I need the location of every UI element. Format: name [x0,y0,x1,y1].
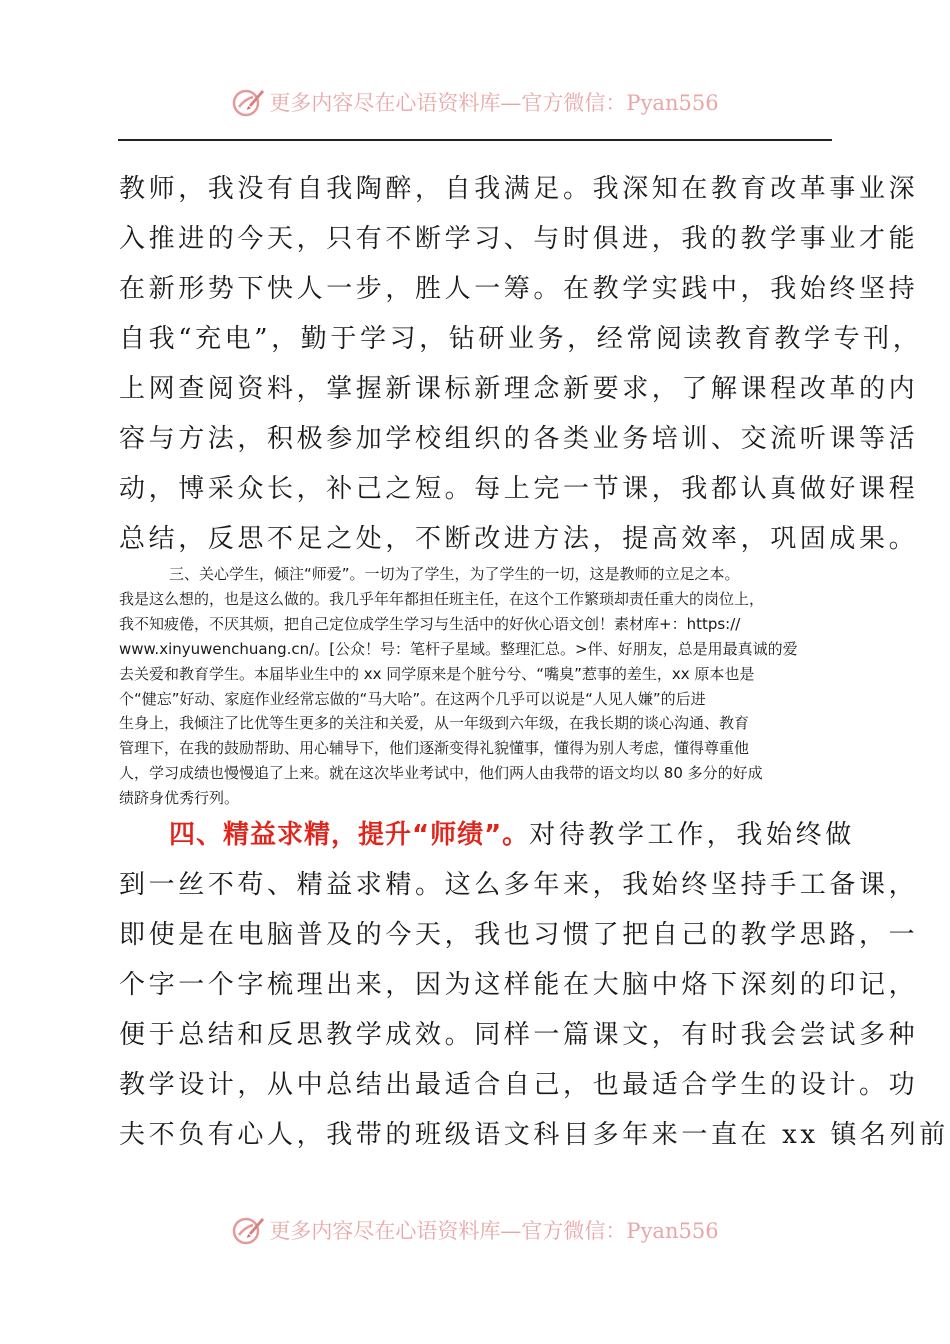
text-line: 容与方法，积极参加学校组织的各类业务培训、交流听课等活 [119,424,919,454]
text-line: 便于总结和反思教学成效。同样一篇课文，有时我会尝试多种 [119,1020,919,1050]
text-line: 我是这么想的，也是这么做的。我几乎年年都担任班主任，在这个工作繁琐却责任重大的岗位上， [119,589,765,608]
text-line: 管理下，在我的鼓励帮助、用心辅导下，他们逐渐变得礼貌懂事，懂得为别人考虑，懂得尊重他 [119,739,750,758]
text-line: 教学设计，从中总结出最适合自己，也最适合学生的设计。功 [119,1070,919,1100]
body-paragraph-2 [119,562,835,811]
text-line: 即使是在电脑普及的今天，我也习惯了把自己的教学思路，一 [119,920,919,950]
text-line: 自我“充电”，勤于学习，钻研业务，经常阅读教育教学专刊， [119,324,923,354]
body-paragraph-3 [119,810,949,1160]
text-line: 入推进的今天，只有不断学习、与时俱进，我的教学事业才能 [119,224,919,254]
header-divider [118,139,832,141]
text-line: 到一丝不苟、精益求精。这么多年来，我始终坚持手工备课， [119,870,919,900]
heading-line-rest: 对待教学工作，我始终做 [529,820,855,850]
pen-logo-icon [231,85,265,119]
text-line: 三、关心学生，倾注“师爱”。一切为了学生，为了学生的一切，这是教师的立足之本。 [169,565,740,583]
footer-banner-text: 更多内容尽在心语资料库—官方微信：Pyan556 [269,1219,719,1243]
text-line: 生身上，我倾注了比优等生更多的关注和关爱，从一年级到六年级，在我长期的谈心沟通、教育 [119,714,750,733]
text-line: 夫不负有心人，我带的班级语文科目多年来一直在 xx 镇名列前 [119,1120,949,1150]
header-banner [0,82,950,122]
text-line: 在新形势下快人一步，胜人一筹。在教学实践中，我始终坚持 [119,274,919,304]
text-line: 去关爱和教育学生。本届毕业生中的 xx 同学原来是个脏兮兮、“嘴臭”惹事的差生，xx 原本也是 [119,664,755,683]
header-banner-text: 更多内容尽在心语资料库—官方微信：Pyan556 [269,91,719,115]
text-line [119,810,855,860]
section-heading: 四、精益求精，提升“师绩”。 [169,820,530,850]
text-line: 动，博采众长，补己之短。每上完一节课，我都认真做好课程 [119,474,919,504]
text-line: 总结，反思不足之处，不断改进方法，提高效率，巩固成果。 [119,524,919,554]
pen-logo-icon [231,1213,265,1247]
text-line: 个字一个字梳理出来，因为这样能在大脑中烙下深刻的印记， [119,970,919,1000]
text-line: 个“健忘”好动、家庭作业经常忘做的“马大哈”。在这两个几乎可以说是“人见人嫌”的后进 [119,689,706,708]
text-line: 绩跻身优秀行列。 [119,789,240,808]
text-line: www.xinyuwenchuang.cn/。[公众！号：笔杆子星域。整理汇总。>伴、好朋友，总是用最真诚的爱 [119,639,798,658]
body-paragraph-1 [119,164,923,564]
text-line: 上网查阅资料，掌握新课标新理念新要求，了解课程改革的内 [119,374,919,404]
text-line: 我不知疲倦，不厌其烦，把自己定位成学生学习与生活中的好伙心语文创！素材库+：https:// [119,614,741,633]
text-line: 教师，我没有自我陶醉，自我满足。我深知在教育改革事业深 [119,174,919,204]
text-line: 人，学习成绩也慢慢追了上来。就在这次毕业考试中，他们两人由我带的语文均以 80 多分的好成 [119,764,763,783]
footer-banner [0,1210,950,1250]
